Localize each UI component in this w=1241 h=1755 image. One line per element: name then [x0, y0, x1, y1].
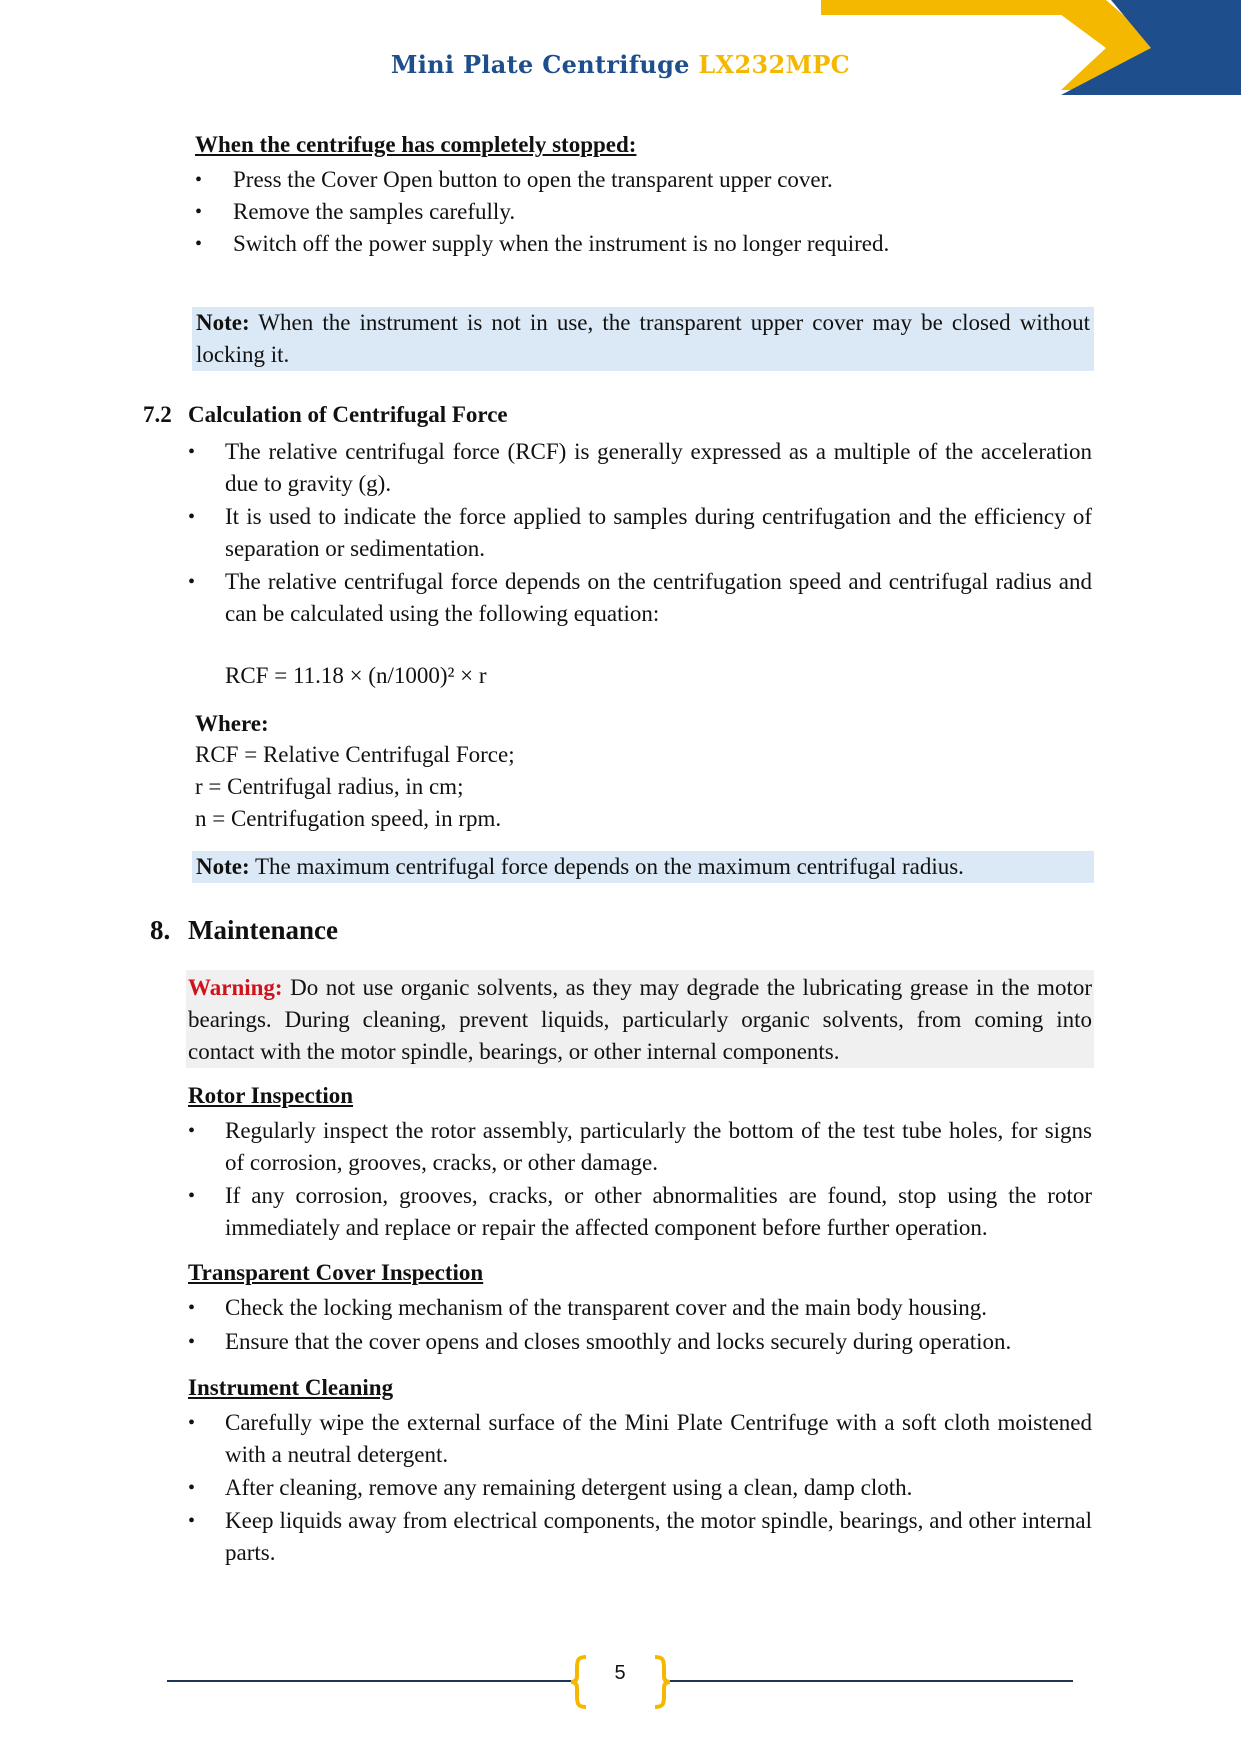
stopped-heading: When the centrifuge has completely stopped:	[195, 132, 637, 157]
note-text: The maximum centrifugal force depends on the maximum centrifugal radius.	[249, 854, 964, 879]
rotor-heading: Rotor Inspection	[188, 1083, 354, 1108]
list-item: • The relative centrifugal force depends on the centrifugation speed and centrifugal radius and can be calculated using the following equation:	[188, 569, 1092, 626]
note-box	[192, 307, 1094, 371]
section-number: 8.	[150, 915, 171, 945]
note-label: Note:	[196, 310, 250, 335]
section-number: 7.2	[143, 402, 172, 427]
list-item: • Press the Cover Open button to open the transparent upper cover.	[195, 167, 833, 192]
title-main: Mini Plate Centrifuge	[390, 50, 690, 79]
rotor-list	[188, 1115, 1092, 1244]
list-item: • Regularly inspect the rotor assembly, particularly the bottom of the test tube holes, for signs of corrosion, grooves, cracks, or other damage.	[188, 1118, 1092, 1175]
list-item: • Check the locking mechanism of the transparent cover and the main body housing.	[188, 1295, 987, 1320]
list-item: • After cleaning, remove any remaining detergent using a clean, damp cloth.	[188, 1475, 913, 1500]
section-title: Maintenance	[188, 915, 338, 945]
footer-divider-left	[167, 1680, 572, 1682]
list-item: • If any corrosion, grooves, cracks, or other abnormalities are found, stop using the rotor immediately and replace or repair the affected component before further operation.	[188, 1183, 1092, 1240]
page-number: 5	[614, 1662, 626, 1684]
stopped-list	[195, 164, 1095, 260]
list-item: • Remove the samples carefully.	[195, 199, 516, 224]
warning-text: Do not use organic solvents, as they may degrade the lubricating grease in the motor bearings. During cleaning, prevent liquids, particularly organic solvents, from coming into contact with the motor spindle, bearings, or other internal components.	[188, 975, 1092, 1064]
note-text: When the instrument is not in use, the transparent upper cover may be closed without locking it.	[196, 310, 1090, 367]
list-item: • The relative centrifugal force (RCF) is generally expressed as a multiple of the acceleration due to gravity (g).	[188, 439, 1092, 496]
list-item: • It is used to indicate the force applied to samples during centrifugation and the efficiency of separation or sedimentation.	[188, 504, 1092, 561]
note-box	[192, 851, 1094, 883]
title-model: LX232MPC	[698, 50, 851, 79]
cleaning-heading: Instrument Cleaning	[188, 1375, 394, 1400]
cover-list	[188, 1292, 1092, 1358]
left-brace-icon	[568, 1654, 590, 1710]
list-item: • Carefully wipe the external surface of the Mini Plate Centrifuge with a soft cloth moistened with a neutral detergent.	[188, 1410, 1092, 1467]
cleaning-list	[188, 1407, 1092, 1569]
where-line: r = Centrifugal radius, in cm;	[195, 774, 464, 799]
footer-divider-right	[668, 1680, 1073, 1682]
rcf-equation: RCF = 11.18 × (n/1000)² × r	[225, 663, 487, 688]
warning-box	[186, 970, 1094, 1068]
list-item: • Ensure that the cover opens and closes smoothly and locks securely during operation.	[188, 1329, 1012, 1354]
list-item: • Keep liquids away from electrical components, the motor spindle, bearings, and other internal parts.	[188, 1508, 1092, 1565]
note-label: Note:	[196, 854, 250, 879]
list-item: • Switch off the power supply when the instrument is no longer required.	[195, 231, 890, 256]
rcf-list	[188, 436, 1092, 630]
right-brace-icon	[651, 1654, 673, 1710]
section-title: Calculation of Centrifugal Force	[188, 402, 508, 427]
warning-label: Warning:	[188, 975, 283, 1000]
where-line: RCF = Relative Centrifugal Force;	[195, 742, 515, 767]
where-label: Where:	[195, 711, 269, 736]
document-title	[0, 50, 1241, 79]
cover-heading: Transparent Cover Inspection	[188, 1260, 484, 1285]
where-line: n = Centrifugation speed, in rpm.	[195, 806, 502, 831]
